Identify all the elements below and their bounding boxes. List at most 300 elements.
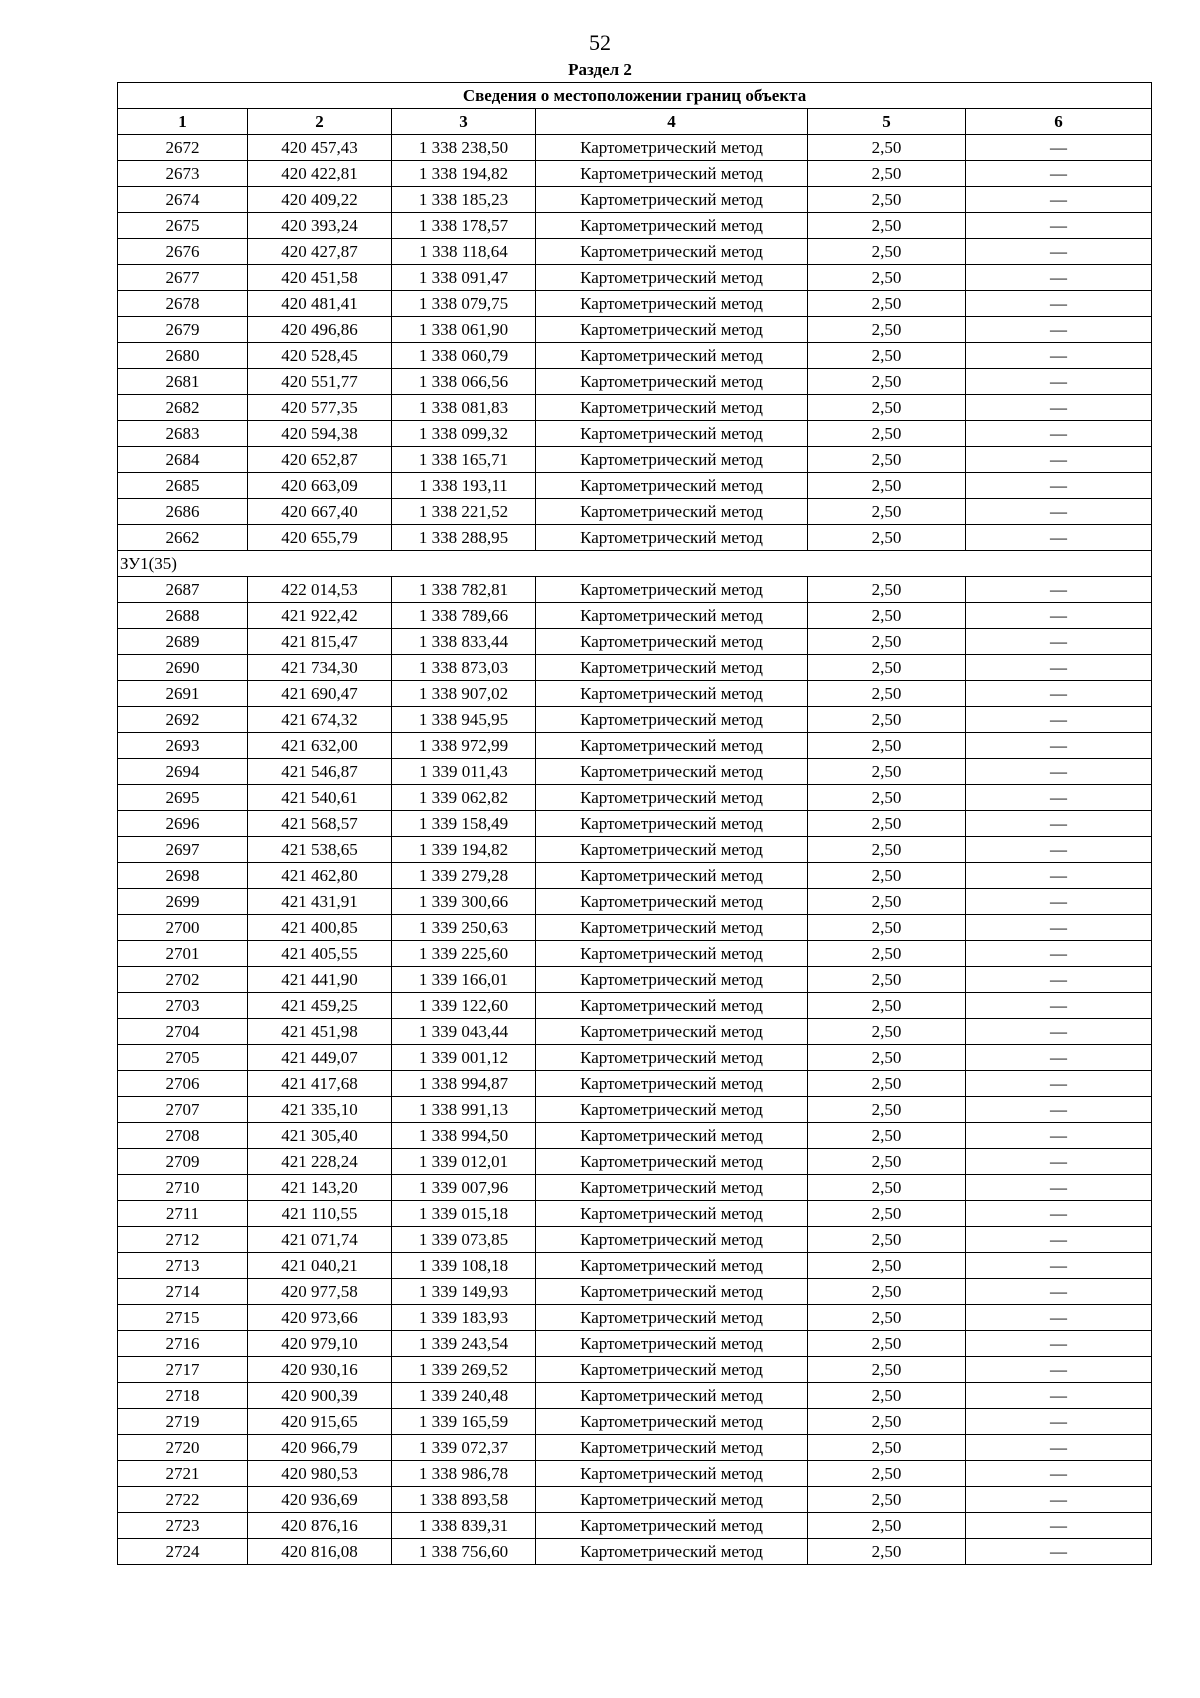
- table-cell: 420 577,35: [248, 395, 392, 421]
- table-row: [118, 1383, 1152, 1409]
- table-cell: 420 409,22: [248, 187, 392, 213]
- table-cell: —: [966, 135, 1152, 161]
- table-cell: 2704: [118, 1019, 248, 1045]
- group-label: ЗУ1(35): [118, 551, 1152, 577]
- table-cell: 2,50: [808, 1279, 966, 1305]
- table-cell: Картометрический метод: [536, 967, 808, 993]
- table-cell: 1 338 193,11: [392, 473, 536, 499]
- table-cell: 2,50: [808, 1435, 966, 1461]
- table-caption-row: [118, 83, 1152, 109]
- table-cell: 2699: [118, 889, 248, 915]
- table-cell: —: [966, 1253, 1152, 1279]
- column-header: 1: [118, 109, 248, 135]
- table-cell: 1 338 945,95: [392, 707, 536, 733]
- table-row: [118, 291, 1152, 317]
- table-cell: —: [966, 1019, 1152, 1045]
- table-cell: —: [966, 1461, 1152, 1487]
- table-cell: 421 405,55: [248, 941, 392, 967]
- table-cell: 1 338 185,23: [392, 187, 536, 213]
- table-cell: Картометрический метод: [536, 395, 808, 421]
- table-row: [118, 447, 1152, 473]
- table-row: [118, 889, 1152, 915]
- table-cell: 1 338 288,95: [392, 525, 536, 551]
- table-cell: 2,50: [808, 499, 966, 525]
- table-cell: 420 652,87: [248, 447, 392, 473]
- table-cell: Картометрический метод: [536, 1253, 808, 1279]
- table-cell: 421 110,55: [248, 1201, 392, 1227]
- table-cell: —: [966, 681, 1152, 707]
- table-cell: —: [966, 1175, 1152, 1201]
- table-cell: 2716: [118, 1331, 248, 1357]
- table-cell: 420 979,10: [248, 1331, 392, 1357]
- table-cell: 2712: [118, 1227, 248, 1253]
- table-row: [118, 1331, 1152, 1357]
- table-row: [118, 1019, 1152, 1045]
- table-cell: —: [966, 1279, 1152, 1305]
- table-row: [118, 577, 1152, 603]
- column-header: 2: [248, 109, 392, 135]
- table-cell: 2682: [118, 395, 248, 421]
- table-row: [118, 1409, 1152, 1435]
- table-cell: 1 338 165,71: [392, 447, 536, 473]
- table-cell: 420 481,41: [248, 291, 392, 317]
- table-cell: —: [966, 525, 1152, 551]
- table-row: [118, 317, 1152, 343]
- table-cell: 2705: [118, 1045, 248, 1071]
- table-cell: —: [966, 1123, 1152, 1149]
- table-cell: 2718: [118, 1383, 248, 1409]
- table-cell: 420 876,16: [248, 1513, 392, 1539]
- table-row: [118, 603, 1152, 629]
- table-cell: Картометрический метод: [536, 213, 808, 239]
- table-cell: —: [966, 343, 1152, 369]
- boundary-coordinates-table: [117, 82, 1152, 1565]
- table-cell: 2,50: [808, 1175, 966, 1201]
- table-cell: 421 815,47: [248, 629, 392, 655]
- table-cell: 421 922,42: [248, 603, 392, 629]
- table-cell: 2,50: [808, 1071, 966, 1097]
- table-cell: 421 305,40: [248, 1123, 392, 1149]
- table-cell: 2710: [118, 1175, 248, 1201]
- table-row: [118, 1253, 1152, 1279]
- table-cell: 420 496,86: [248, 317, 392, 343]
- table-cell: 2685: [118, 473, 248, 499]
- table-cell: 1 339 108,18: [392, 1253, 536, 1279]
- table-cell: 1 339 279,28: [392, 863, 536, 889]
- table-row: [118, 1175, 1152, 1201]
- table-cell: Картометрический метод: [536, 889, 808, 915]
- table-cell: 2,50: [808, 1097, 966, 1123]
- table-cell: Картометрический метод: [536, 1383, 808, 1409]
- table-cell: 1 338 066,56: [392, 369, 536, 395]
- table-cell: Картометрический метод: [536, 421, 808, 447]
- table-cell: 2,50: [808, 161, 966, 187]
- table-cell: 2701: [118, 941, 248, 967]
- table-row: [118, 785, 1152, 811]
- table-cell: —: [966, 369, 1152, 395]
- table-cell: Картометрический метод: [536, 1461, 808, 1487]
- table-cell: 2709: [118, 1149, 248, 1175]
- table-row: [118, 525, 1152, 551]
- table-cell: 2683: [118, 421, 248, 447]
- table-cell: 2,50: [808, 629, 966, 655]
- table-cell: 421 568,57: [248, 811, 392, 837]
- table-cell: 2,50: [808, 967, 966, 993]
- table-cell: 421 441,90: [248, 967, 392, 993]
- table-cell: 2722: [118, 1487, 248, 1513]
- table-cell: 2,50: [808, 473, 966, 499]
- table-cell: 2,50: [808, 1461, 966, 1487]
- table-cell: Картометрический метод: [536, 1331, 808, 1357]
- table-cell: —: [966, 161, 1152, 187]
- table-cell: 1 338 907,02: [392, 681, 536, 707]
- table-cell: 2673: [118, 161, 248, 187]
- table-cell: 1 339 158,49: [392, 811, 536, 837]
- table-cell: Картометрический метод: [536, 1513, 808, 1539]
- table-cell: 2,50: [808, 291, 966, 317]
- table-cell: 420 457,43: [248, 135, 392, 161]
- table-cell: 1 338 873,03: [392, 655, 536, 681]
- table-cell: 1 338 994,87: [392, 1071, 536, 1097]
- table-cell: 2721: [118, 1461, 248, 1487]
- table-row: [118, 265, 1152, 291]
- table-cell: 420 451,58: [248, 265, 392, 291]
- table-cell: 2680: [118, 343, 248, 369]
- table-cell: 2706: [118, 1071, 248, 1097]
- table-row: [118, 213, 1152, 239]
- table-cell: —: [966, 473, 1152, 499]
- table-cell: 1 338 091,47: [392, 265, 536, 291]
- table-cell: 2,50: [808, 395, 966, 421]
- table-cell: 2,50: [808, 1201, 966, 1227]
- table-cell: 2,50: [808, 187, 966, 213]
- table-cell: 2,50: [808, 1253, 966, 1279]
- table-cell: 2724: [118, 1539, 248, 1565]
- table-cell: 2,50: [808, 213, 966, 239]
- table-cell: Картометрический метод: [536, 837, 808, 863]
- table-cell: —: [966, 291, 1152, 317]
- table-cell: 421 451,98: [248, 1019, 392, 1045]
- table-cell: 1 338 118,64: [392, 239, 536, 265]
- table-cell: —: [966, 1305, 1152, 1331]
- table-cell: Картометрический метод: [536, 785, 808, 811]
- table-cell: 2707: [118, 1097, 248, 1123]
- table-cell: —: [966, 577, 1152, 603]
- table-cell: —: [966, 1435, 1152, 1461]
- table-cell: 1 338 081,83: [392, 395, 536, 421]
- table-cell: Картометрический метод: [536, 759, 808, 785]
- table-row: [118, 1279, 1152, 1305]
- table-cell: Картометрический метод: [536, 1123, 808, 1149]
- table-row: [118, 1305, 1152, 1331]
- table-cell: 1 338 238,50: [392, 135, 536, 161]
- table-cell: 2695: [118, 785, 248, 811]
- table-cell: 2720: [118, 1435, 248, 1461]
- table-cell: 421 143,20: [248, 1175, 392, 1201]
- table-cell: 2688: [118, 603, 248, 629]
- column-header: 3: [392, 109, 536, 135]
- table-cell: 2717: [118, 1357, 248, 1383]
- table-cell: 2,50: [808, 577, 966, 603]
- table-row: [118, 811, 1152, 837]
- table-cell: 2,50: [808, 785, 966, 811]
- table-cell: 420 900,39: [248, 1383, 392, 1409]
- table-cell: 1 338 839,31: [392, 1513, 536, 1539]
- table-cell: 2,50: [808, 707, 966, 733]
- table-cell: —: [966, 1487, 1152, 1513]
- table-cell: 2,50: [808, 837, 966, 863]
- table-cell: Картометрический метод: [536, 161, 808, 187]
- column-header: 6: [966, 109, 1152, 135]
- column-header: 5: [808, 109, 966, 135]
- table-cell: 1 338 991,13: [392, 1097, 536, 1123]
- table-cell: 2,50: [808, 759, 966, 785]
- table-row: [118, 629, 1152, 655]
- table-cell: 2,50: [808, 1357, 966, 1383]
- table-cell: 1 338 893,58: [392, 1487, 536, 1513]
- table-cell: 2,50: [808, 317, 966, 343]
- table-cell: 2,50: [808, 993, 966, 1019]
- table-cell: 1 339 043,44: [392, 1019, 536, 1045]
- table-cell: 2674: [118, 187, 248, 213]
- table-row: [118, 499, 1152, 525]
- table-cell: 1 339 149,93: [392, 1279, 536, 1305]
- table-row: [118, 1227, 1152, 1253]
- table-cell: —: [966, 1357, 1152, 1383]
- table-cell: Картометрический метод: [536, 577, 808, 603]
- table-cell: Картометрический метод: [536, 499, 808, 525]
- table-cell: —: [966, 499, 1152, 525]
- table-cell: 2,50: [808, 733, 966, 759]
- table-cell: 1 339 243,54: [392, 1331, 536, 1357]
- table-cell: 421 431,91: [248, 889, 392, 915]
- table-cell: 1 339 122,60: [392, 993, 536, 1019]
- section-title: Раздел 2: [568, 60, 632, 79]
- table-cell: Картометрический метод: [536, 1305, 808, 1331]
- table-cell: 1 338 099,32: [392, 421, 536, 447]
- table-row: [118, 759, 1152, 785]
- table-row: [118, 369, 1152, 395]
- table-cell: 2696: [118, 811, 248, 837]
- table-cell: 421 734,30: [248, 655, 392, 681]
- table-row: [118, 863, 1152, 889]
- table-cell: Картометрический метод: [536, 473, 808, 499]
- table-row: [118, 161, 1152, 187]
- table-cell: 420 930,16: [248, 1357, 392, 1383]
- table-cell: Картометрический метод: [536, 603, 808, 629]
- table-cell: —: [966, 837, 1152, 863]
- table-cell: 420 915,65: [248, 1409, 392, 1435]
- table-cell: 1 338 972,99: [392, 733, 536, 759]
- table-row: [118, 395, 1152, 421]
- table-cell: Картометрический метод: [536, 317, 808, 343]
- table-cell: 1 339 007,96: [392, 1175, 536, 1201]
- table-row: [118, 993, 1152, 1019]
- table-cell: —: [966, 603, 1152, 629]
- table-cell: —: [966, 317, 1152, 343]
- table-cell: 2687: [118, 577, 248, 603]
- table-cell: Картометрический метод: [536, 369, 808, 395]
- table-row: [118, 1097, 1152, 1123]
- table-cell: 1 339 250,63: [392, 915, 536, 941]
- table-cell: 421 071,74: [248, 1227, 392, 1253]
- table-cell: —: [966, 1383, 1152, 1409]
- table-cell: 420 966,79: [248, 1435, 392, 1461]
- table-cell: Картометрический метод: [536, 1487, 808, 1513]
- table-cell: 1 338 061,90: [392, 317, 536, 343]
- table-cell: 2692: [118, 707, 248, 733]
- table-cell: 2,50: [808, 421, 966, 447]
- table-cell: —: [966, 1539, 1152, 1565]
- table-cell: 2,50: [808, 1513, 966, 1539]
- table-cell: 2,50: [808, 889, 966, 915]
- table-cell: 422 014,53: [248, 577, 392, 603]
- table-cell: 420 977,58: [248, 1279, 392, 1305]
- table-cell: Картометрический метод: [536, 1539, 808, 1565]
- table-cell: Картометрический метод: [536, 681, 808, 707]
- table-cell: 2693: [118, 733, 248, 759]
- table-cell: 2713: [118, 1253, 248, 1279]
- table-cell: 421 690,47: [248, 681, 392, 707]
- table-cell: —: [966, 1201, 1152, 1227]
- table-cell: —: [966, 707, 1152, 733]
- table-row: [118, 1487, 1152, 1513]
- table-row: [118, 1435, 1152, 1461]
- table-cell: 2,50: [808, 1149, 966, 1175]
- table-cell: 420 422,81: [248, 161, 392, 187]
- table-cell: —: [966, 1045, 1152, 1071]
- table-cell: Картометрический метод: [536, 941, 808, 967]
- table-cell: 2698: [118, 863, 248, 889]
- table-cell: 1 339 165,59: [392, 1409, 536, 1435]
- table-cell: —: [966, 785, 1152, 811]
- table-cell: —: [966, 629, 1152, 655]
- table-cell: 421 546,87: [248, 759, 392, 785]
- table-cell: 2723: [118, 1513, 248, 1539]
- table-cell: —: [966, 395, 1152, 421]
- table-cell: 421 674,32: [248, 707, 392, 733]
- table-cell: —: [966, 187, 1152, 213]
- table-cell: —: [966, 941, 1152, 967]
- table-cell: 2700: [118, 915, 248, 941]
- table-cell: 420 528,45: [248, 343, 392, 369]
- table-cell: 421 335,10: [248, 1097, 392, 1123]
- table-cell: —: [966, 239, 1152, 265]
- table-row: [118, 421, 1152, 447]
- table-cell: 1 338 079,75: [392, 291, 536, 317]
- table-cell: 421 228,24: [248, 1149, 392, 1175]
- table-cell: Картометрический метод: [536, 1409, 808, 1435]
- table-cell: 1 338 194,82: [392, 161, 536, 187]
- table-cell: Картометрический метод: [536, 707, 808, 733]
- table-cell: 1 339 183,93: [392, 1305, 536, 1331]
- table-row: [118, 681, 1152, 707]
- table-cell: 2714: [118, 1279, 248, 1305]
- table-cell: —: [966, 1513, 1152, 1539]
- table-row: [118, 707, 1152, 733]
- table-cell: 421 462,80: [248, 863, 392, 889]
- table-cell: —: [966, 863, 1152, 889]
- table-cell: 1 339 166,01: [392, 967, 536, 993]
- table-row: [118, 967, 1152, 993]
- table-cell: 1 339 011,43: [392, 759, 536, 785]
- table-cell: 2,50: [808, 135, 966, 161]
- table-cell: 2,50: [808, 369, 966, 395]
- table-cell: 2,50: [808, 525, 966, 551]
- table-cell: 2690: [118, 655, 248, 681]
- table-cell: 420 594,38: [248, 421, 392, 447]
- table-cell: 2681: [118, 369, 248, 395]
- table-cell: 2678: [118, 291, 248, 317]
- table-cell: 420 393,24: [248, 213, 392, 239]
- table-cell: 2,50: [808, 1123, 966, 1149]
- table-row: [118, 1461, 1152, 1487]
- table-cell: —: [966, 915, 1152, 941]
- table-cell: 421 400,85: [248, 915, 392, 941]
- table-cell: 2691: [118, 681, 248, 707]
- table-cell: 2,50: [808, 655, 966, 681]
- table-cell: Картометрический метод: [536, 1201, 808, 1227]
- table-cell: 2,50: [808, 681, 966, 707]
- table-cell: 2694: [118, 759, 248, 785]
- table-cell: Картометрический метод: [536, 1435, 808, 1461]
- table-cell: 2,50: [808, 1383, 966, 1409]
- table-row: [118, 1149, 1152, 1175]
- table-cell: 420 973,66: [248, 1305, 392, 1331]
- table-cell: 2684: [118, 447, 248, 473]
- table-cell: Картометрический метод: [536, 655, 808, 681]
- table-cell: 1 338 756,60: [392, 1539, 536, 1565]
- table-cell: Картометрический метод: [536, 1175, 808, 1201]
- table-cell: Картометрический метод: [536, 1097, 808, 1123]
- table-cell: 1 339 015,18: [392, 1201, 536, 1227]
- table-cell: 2689: [118, 629, 248, 655]
- group-header-row: [118, 551, 1152, 577]
- table-cell: 1 338 994,50: [392, 1123, 536, 1149]
- table-cell: Картометрический метод: [536, 1071, 808, 1097]
- column-number-row: [118, 109, 1152, 135]
- table-cell: Картометрический метод: [536, 265, 808, 291]
- table-cell: —: [966, 1097, 1152, 1123]
- table-row: [118, 1513, 1152, 1539]
- table-cell: 1 339 225,60: [392, 941, 536, 967]
- table-cell: 2,50: [808, 1019, 966, 1045]
- table-cell: 420 816,08: [248, 1539, 392, 1565]
- table-cell: Картометрический метод: [536, 1279, 808, 1305]
- table-row: [118, 915, 1152, 941]
- table-cell: 2,50: [808, 603, 966, 629]
- table-cell: 2,50: [808, 447, 966, 473]
- table-cell: 2711: [118, 1201, 248, 1227]
- table-cell: 2708: [118, 1123, 248, 1149]
- table-cell: —: [966, 967, 1152, 993]
- table-cell: 420 936,69: [248, 1487, 392, 1513]
- table-cell: 1 338 782,81: [392, 577, 536, 603]
- table-cell: 421 538,65: [248, 837, 392, 863]
- table-cell: Картометрический метод: [536, 993, 808, 1019]
- table-cell: 1 339 001,12: [392, 1045, 536, 1071]
- table-row: [118, 1539, 1152, 1565]
- table-cell: 2672: [118, 135, 248, 161]
- table-cell: 2,50: [808, 941, 966, 967]
- table-caption: Сведения о местоположении границ объекта: [118, 83, 1152, 109]
- table-cell: —: [966, 1149, 1152, 1175]
- table-cell: Картометрический метод: [536, 1357, 808, 1383]
- table-cell: 2,50: [808, 1331, 966, 1357]
- table-cell: —: [966, 1331, 1152, 1357]
- table-cell: 2677: [118, 265, 248, 291]
- table-cell: Картометрический метод: [536, 525, 808, 551]
